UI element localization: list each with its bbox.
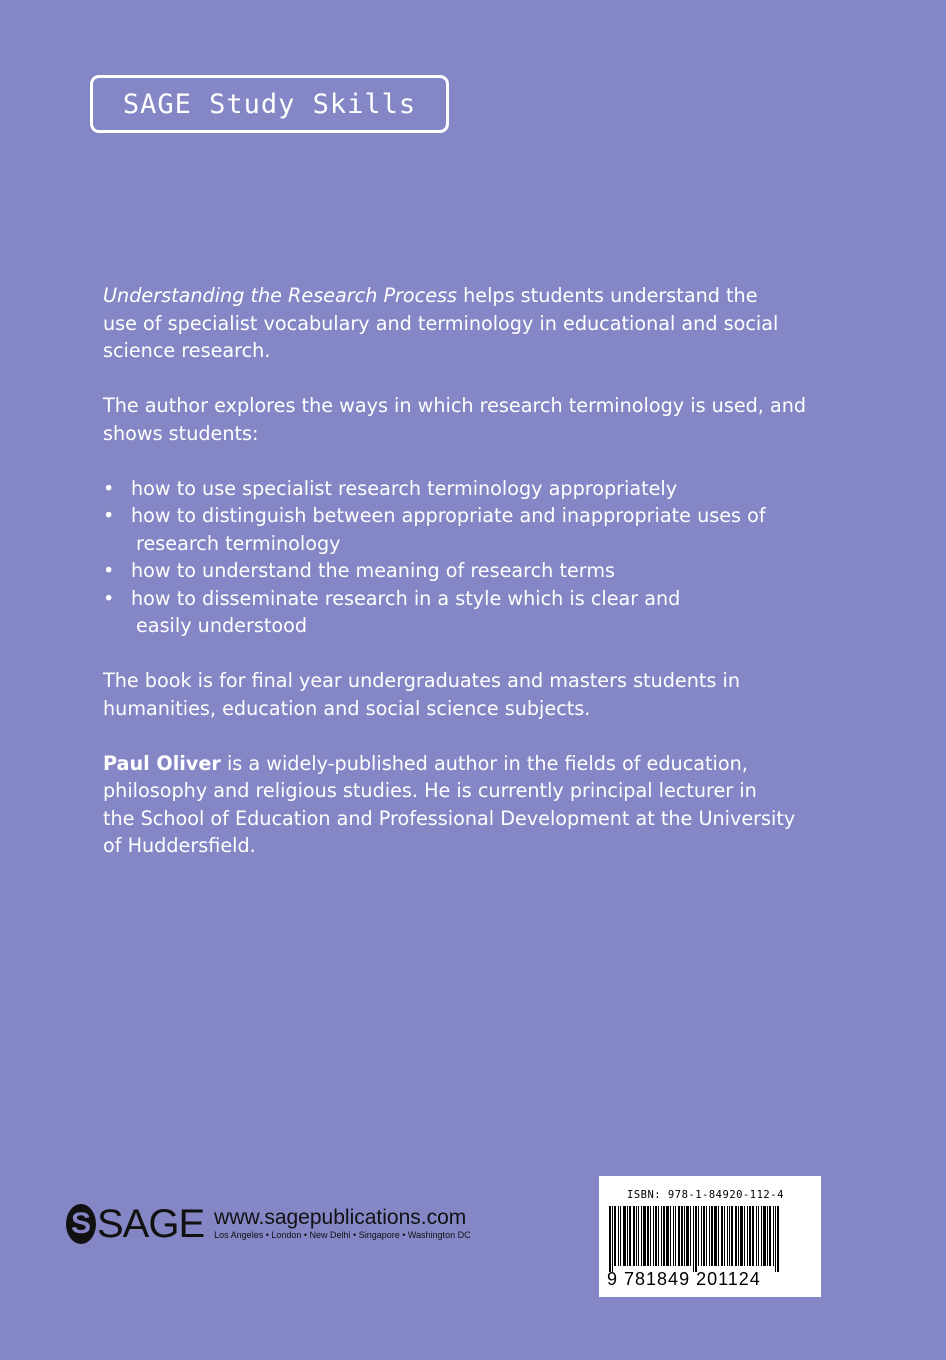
bullet-icon: •	[103, 476, 115, 500]
explores-paragraph	[103, 392, 843, 447]
barcode-bar	[711, 1206, 713, 1266]
barcode-bar	[777, 1206, 779, 1272]
intro-paragraph	[103, 282, 843, 365]
barcode-bar	[655, 1206, 657, 1266]
barcode-bar	[718, 1206, 719, 1266]
audience-text-2: humanities, education and social science subjects.	[103, 696, 591, 720]
barcode-bar	[690, 1206, 691, 1266]
barcode-digits: 9 781849 201124	[607, 1269, 761, 1289]
barcode-bar	[767, 1206, 768, 1266]
barcode-bar	[721, 1206, 723, 1266]
barcode-bar	[641, 1206, 642, 1266]
author-text-2: philosophy and religious studies. He is currently principal lecturer in	[103, 779, 757, 802]
barcode-bar	[623, 1206, 626, 1266]
bullet-text: how to understand the meaning of research terms	[131, 559, 616, 582]
intro-text-1: helps students understand the	[457, 284, 758, 307]
barcode-bar	[614, 1206, 616, 1266]
barcode-bar	[769, 1206, 771, 1266]
bullet-text: how to use specialist research terminology appropriately	[131, 476, 678, 500]
sage-logo-text: SAGE	[97, 1202, 205, 1246]
barcode-bar	[629, 1206, 631, 1266]
author-paragraph	[103, 750, 843, 860]
barcode-bar	[684, 1206, 685, 1266]
barcode-bar	[761, 1206, 762, 1266]
barcode-bar	[627, 1206, 628, 1266]
author-text-3: the School of Education and Professional Development at the University	[103, 806, 796, 830]
explores-text-1: The author explores the ways in which research terminology is used, and	[103, 394, 807, 417]
barcode-bar	[735, 1206, 737, 1266]
barcode-bar	[775, 1206, 776, 1272]
barcode-bar	[756, 1206, 757, 1266]
barcode-bar	[758, 1206, 759, 1266]
barcode-bar	[724, 1206, 725, 1266]
list-item	[103, 502, 843, 557]
barcode-bar	[650, 1206, 651, 1266]
sage-logo-mark: S	[66, 1204, 96, 1244]
series-label: SAGE Study Skills	[122, 88, 417, 120]
publisher-url: www.sagepublications.com	[214, 1206, 467, 1229]
barcode-bar	[706, 1206, 707, 1266]
barcode-bar	[681, 1206, 683, 1266]
list-item	[103, 557, 843, 585]
barcode-bar	[752, 1206, 754, 1266]
barcode-bar	[653, 1206, 654, 1266]
barcode-bar	[731, 1206, 733, 1266]
publisher-cities: Los Angeles • London • New Delhi • Singapore • Washington DC	[214, 1230, 471, 1240]
barcode-bar	[647, 1206, 649, 1266]
barcode-bar	[643, 1206, 646, 1266]
barcode-bar	[612, 1206, 613, 1272]
barcode-bar	[773, 1206, 774, 1266]
barcode-bar	[698, 1206, 699, 1266]
barcode-bar	[675, 1206, 676, 1266]
barcode-bar	[738, 1206, 739, 1266]
publisher-block	[66, 1204, 471, 1244]
bullet-text-continued: easily understood	[136, 614, 308, 637]
barcode-bar	[709, 1206, 710, 1266]
barcode-bar	[714, 1206, 717, 1266]
barcode-bar	[727, 1206, 728, 1266]
barcode-bar	[703, 1206, 705, 1266]
barcode-bar	[666, 1206, 669, 1266]
barcode-bar	[678, 1206, 680, 1266]
isbn-label: ISBN: 978-1-84920-112-4	[627, 1189, 784, 1201]
audience-text-1: The book is for final year undergraduates and masters students in	[103, 669, 741, 692]
barcode-bar	[744, 1206, 745, 1266]
barcode-bar	[763, 1206, 766, 1266]
bullet-icon: •	[103, 559, 115, 582]
barcode-bar	[740, 1206, 743, 1266]
sage-logo	[66, 1204, 204, 1244]
author-text-4: of Huddersfield.	[103, 834, 256, 857]
barcode-bar	[658, 1206, 659, 1266]
book-title: Understanding the Research Process	[103, 284, 457, 307]
barcode-bar	[686, 1206, 689, 1266]
publisher-info	[214, 1207, 470, 1241]
barcode-panel	[599, 1176, 821, 1297]
author-name: Paul Oliver	[103, 751, 221, 775]
barcode-bar	[749, 1206, 751, 1266]
list-item	[103, 475, 843, 503]
bullet-text: how to distinguish between appropriate and inappropriate uses of	[131, 504, 766, 527]
barcode-bar	[633, 1206, 635, 1266]
barcode-bar	[620, 1206, 621, 1266]
explores-text-2: shows students:	[103, 421, 259, 445]
barcode-bar	[609, 1206, 611, 1272]
intro-text-2: use of specialist vocabulary and terminology in educational and social	[103, 311, 779, 335]
back-cover-blurb	[103, 282, 843, 860]
list-item	[103, 585, 843, 640]
bullet-icon: •	[103, 586, 115, 610]
author-text-1: is a widely-published author in the fields of education,	[220, 751, 748, 775]
barcode-bar	[638, 1206, 639, 1266]
barcode-bar	[618, 1206, 619, 1266]
barcode-bar	[701, 1206, 702, 1266]
barcode-bar	[661, 1206, 662, 1266]
barcode-bar	[693, 1206, 694, 1272]
intro-text-3: science research.	[103, 339, 271, 362]
barcode-bar	[747, 1206, 748, 1266]
bullet-text-continued: research terminology	[136, 531, 341, 555]
barcode-bar	[729, 1206, 730, 1266]
audience-paragraph	[103, 667, 843, 722]
series-badge	[90, 75, 449, 133]
bullet-list	[103, 475, 843, 640]
bullet-icon: •	[103, 504, 115, 527]
bullet-text: how to disseminate research in a style which is clear and	[131, 586, 681, 610]
barcode-bar	[663, 1206, 665, 1266]
barcode-bar	[670, 1206, 671, 1266]
barcode-bar	[673, 1206, 674, 1266]
barcode-bar	[636, 1206, 637, 1266]
barcode-bar	[695, 1206, 697, 1272]
